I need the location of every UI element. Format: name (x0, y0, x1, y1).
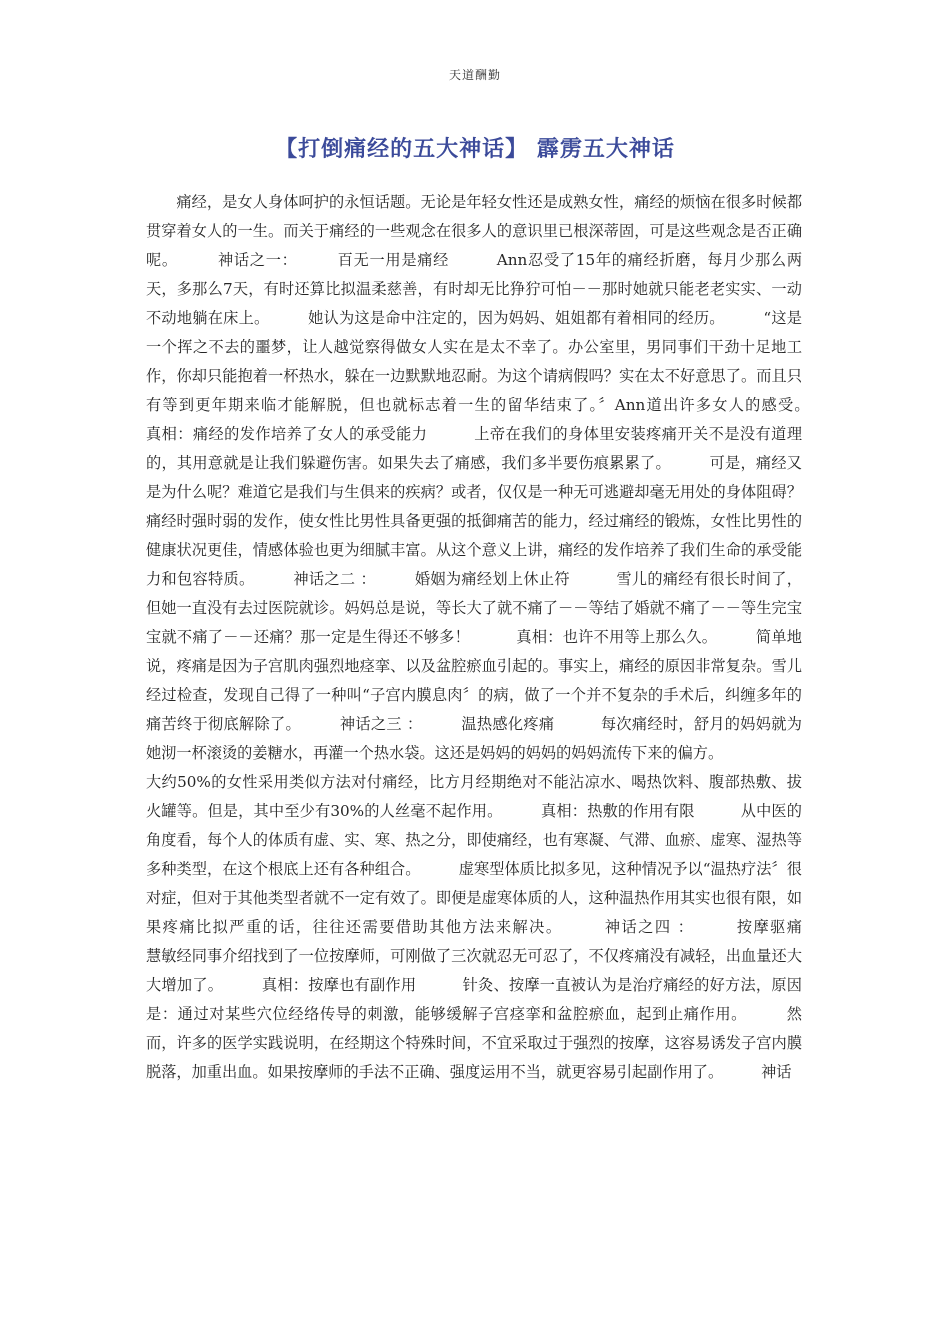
page-header: 天道酬勤 (448, 68, 501, 82)
article-body (146, 188, 848, 1087)
paragraph-2: 大约50%的女性采用类似方法对付痛经，比方月经期绝对不能沾凉水、喝热饮料、腹部热敷、拔火罐等。但是，其中至少有30%的人丝毫不起作用。 真相：热敷的作用有限 从中医的角度看，每个人的体质有虚、实、寒、热之分，即使痛经，也有寒凝、气滞、血瘀、虚寒、湿热等多种类型，在这个根底上还有各种组合。 虚寒型体质比拟多见，这种情况予以“温热疗法〞很对症，但对于其他类型者就不一定有效了。即便是虚寒体质的人，这种温热作用其实也很有限，如果疼痛比拟严重的话，往往还需要借助其他方法来解决。 神话之四 ： 按摩驱痛 慧敏经同事介绍找到了一位按摩师，可刚做了三次就忍无可忍了，不仅疼痛没有减轻，出血量还大大增加了。 真相：按摩也有副作用 针灸、按摩一直被认为是治疗痛经的好方法，原因是：通过对某些穴位经络传导的刺激，能够缓解子宫痉挛和盆腔瘀血，起到止痛作用。 然而，许多的医学实践说明，在经期这个特殊时间，不宜采取过于强烈的按摩，这容易诱发子宫内膜脱落，加重出血。如果按摩师的手法不正确、强度运用不当，就更容易引起副作用了。 神话 (146, 773, 848, 1081)
article-title: 【打倒痛经的五大神话】 霹雳五大神话 (275, 137, 675, 162)
paragraph-1: 痛经，是女人身体呵护的永恒话题。无论是年轻女性还是成熟女性，痛经的烦恼在很多时候都贯穿着女人的一生。而关于痛经的一些观念在很多人的意识里已根深蒂固，可是这些观念是否正确呢。 神话之一： 百无一用是痛经 Ann忍受了15年的痛经折磨，每月少那么两天，多那么7天，有时还算比拟温柔慈善，有时却无比狰狞可怕－－那时她就只能老老实实、一动不动地躺在床上。 她认为这是命中注定的，因为妈妈、姐姐都有着相同的经历。 “这是一个挥之不去的噩梦，让人越觉察得做女人实在是太不幸了。办公室里，男同事们干劲十足地工作，你却只能抱着一杯热水，躲在一边默默地忍耐。为这个请病假吗？实在太不好意思了。而且只有等到更年期来临才能解脱，但也就标志着一生的留华结束了。〞Ann道出许多女人的感受。 真相：痛经的发作培养了女人的承受能力 上帝在我们的身体里安装疼痛开关不是没有道理的，其用意就是让我们躲避伤害。如果失去了痛感，我们多半要伤痕累累了。 可是，痛经又是为什么呢？难道它是我们与生俱来的疾病？或者，仅仅是一种无可逃避却毫无用处的身体阻碍？ 痛经时强时弱的发作，使女性比男性具备更强的抵御痛苦的能力，经过痛经的锻炼，女性比男性的健康状况更佳，情感体验也更为细腻丰富。从这个意义上讲，痛经的发作培养了我们生命的承受能力和包容特质。 神话之二 ： 婚姻为痛经划上休止符 雪儿的痛经有很长时间了，但她一直没有去过医院就诊。妈妈总是说，等长大了就不痛了－－等结了婚就不痛了－－等生完宝宝就不痛了－－还痛？那一定是生得还不够多！ 真相：也许不用等上那么久。 简单地说，疼痛是因为子宫肌肉强烈地痉挛、以及盆腔瘀血引起的。事实上，痛经的原因非常复杂。雪儿经过检查，发现自己得了一种叫“子宫内膜息肉〞的病，做了一个并不复杂的手术后，纠缠多年的痛苦终于彻底解除了。 神话之三 ： 温热感化疼痛 每次痛经时，舒月的妈妈就为她沏一杯滚烫的姜糖水，再灌一个热水袋。这还是妈妈的妈妈的妈妈流传下来的偏方。 (146, 193, 848, 762)
